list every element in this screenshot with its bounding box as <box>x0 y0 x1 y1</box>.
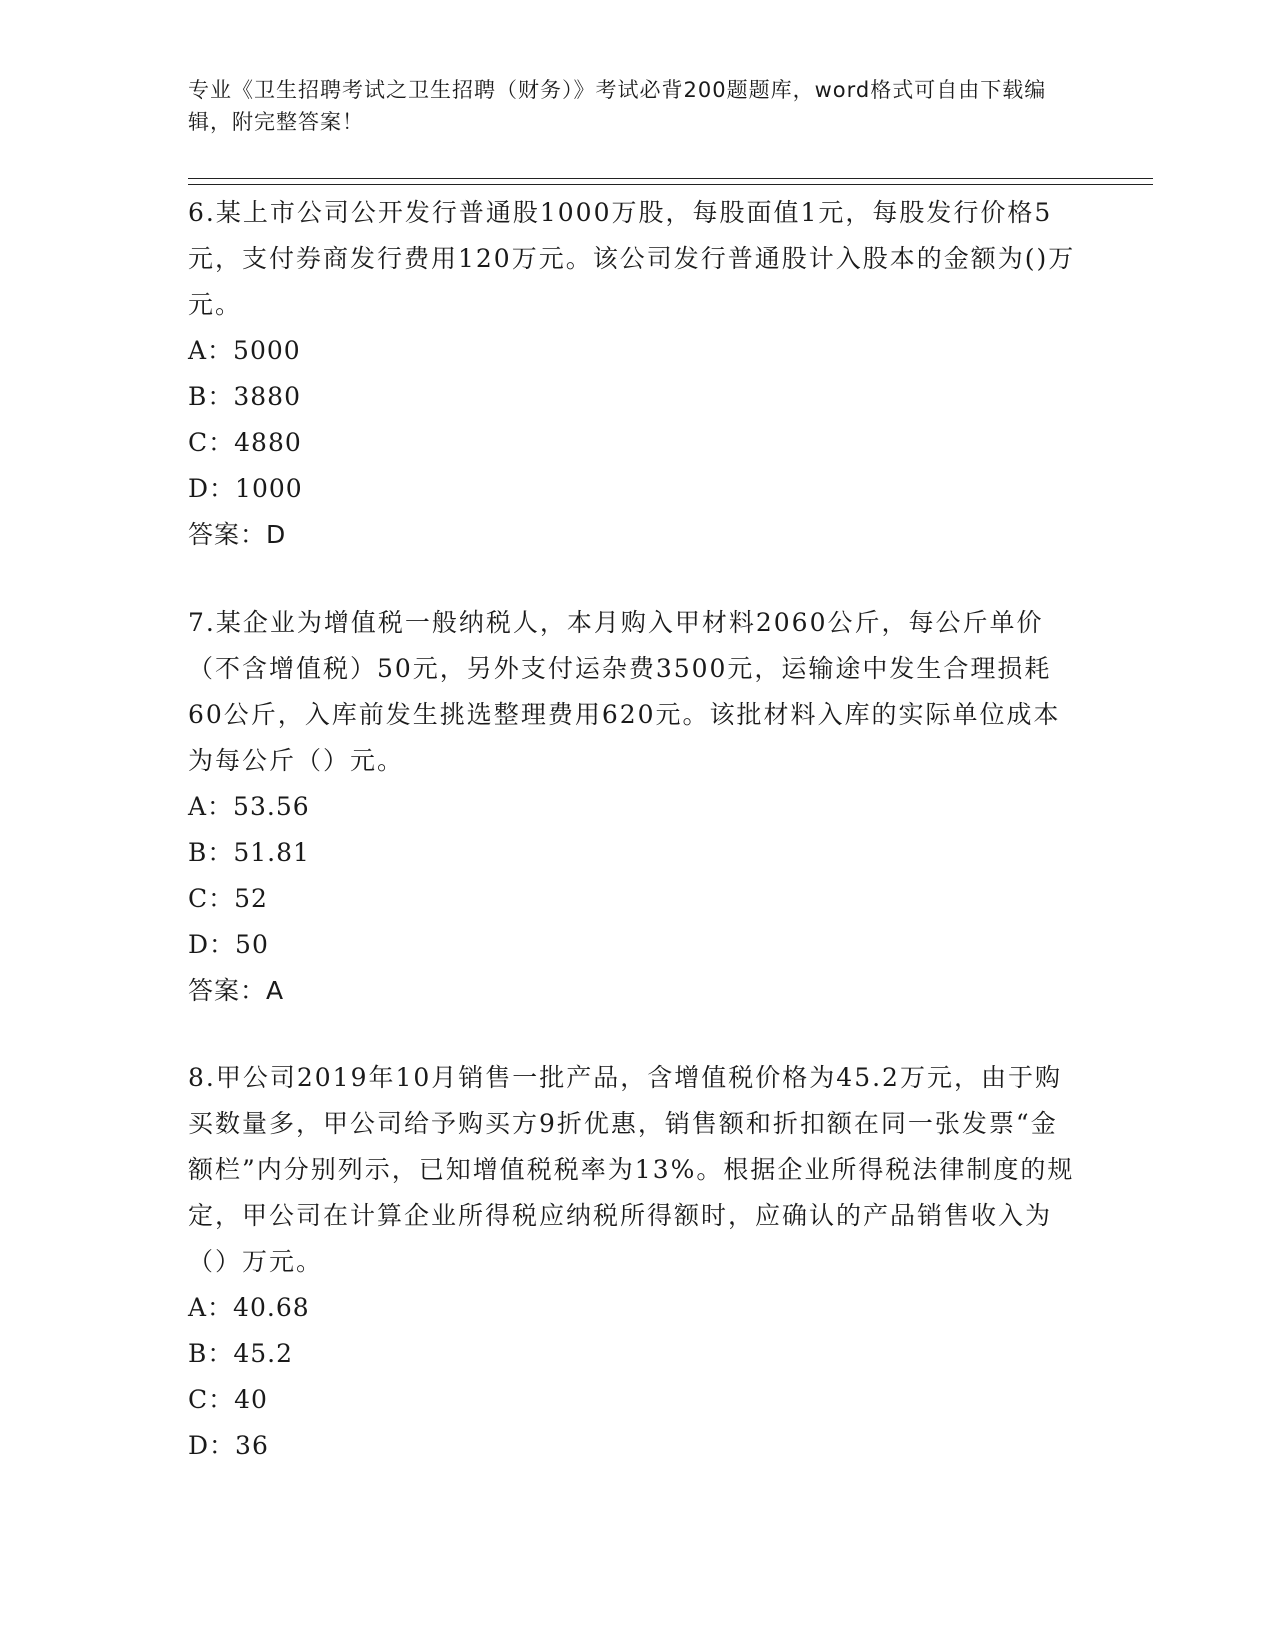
option-c: C：40 <box>188 1385 268 1414</box>
option-b: B：51.81 <box>188 838 310 867</box>
option-d: D：50 <box>188 930 269 959</box>
option-b: B：45.2 <box>188 1339 294 1368</box>
option-c: C：4880 <box>188 428 302 457</box>
option-d: D：1000 <box>188 474 303 503</box>
header-divider-secondary <box>188 184 1153 185</box>
question-stem: 7.某企业为增值税一般纳税人，本月购入甲材料2060公斤，每公斤单价（不含增值税）50元，另外支付运杂费3500元，运输途中发生合理损耗60公斤，入库前发生挑选整理费用620元。该批材料入库的实际单位成本为每公斤（）元。 <box>188 608 1061 775</box>
question-7 <box>188 600 1083 1014</box>
header-divider <box>188 178 1153 179</box>
question-stem: 6.某上市公司公开发行普通股1000万股，每股面值1元，每股发行价格5元，支付券商发行费用120万元。该公司发行普通股计入股本的金额为()万元。 <box>188 198 1076 319</box>
option-b: B：3880 <box>188 382 301 411</box>
question-stem: 8.甲公司2019年10月销售一批产品，含增值税价格为45.2万元，由于购买数量多，甲公司给予购买方9折优惠，销售额和折扣额在同一张发票“金额栏”内分别列示，已知增值税税率为13%。根据企业所得税法律制度的规定，甲公司在计算企业所得税应纳税所得额时，应确认的产品销售收入为（）万元。 <box>188 1063 1075 1276</box>
option-a: A：5000 <box>188 336 301 365</box>
question-6 <box>188 190 1083 558</box>
answer-line: 答案：A <box>188 976 285 1005</box>
option-d: D：36 <box>188 1431 269 1460</box>
option-a: A：53.56 <box>188 792 310 821</box>
option-a: A：40.68 <box>188 1293 310 1322</box>
option-c: C：52 <box>188 884 268 913</box>
question-8 <box>188 1055 1083 1469</box>
answer-line: 答案：D <box>188 520 287 549</box>
document-header: 专业《卫生招聘考试之卫生招聘（财务）》考试必背200题题库，word格式可自由下载编辑，附完整答案！ <box>188 78 1047 134</box>
